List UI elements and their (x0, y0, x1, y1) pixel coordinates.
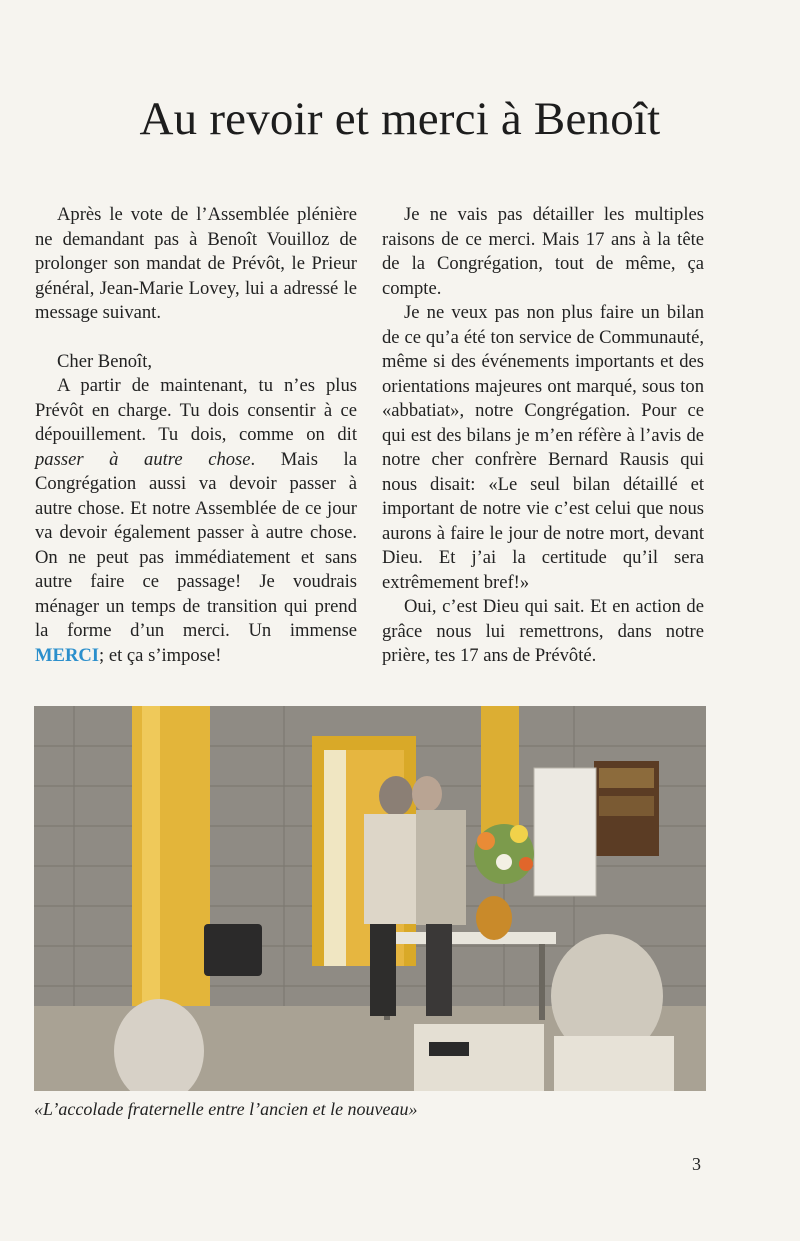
italic-phrase: passer à autre chose (35, 448, 251, 470)
letter-text-start: A partir de maintenant, tu n’es plus Prévôt en charge. Tu dois consentir à ce dépouillement. Tu dois, comme on dit (35, 375, 357, 445)
article-title: Au revoir et merci à Benoît (139, 93, 661, 145)
event-photo (34, 706, 706, 1091)
intro-paragraph: Après le vote de l’Assemblée plénière ne demandant pas à Benoît Vouilloz de prolonger son mandat de Prévôt, le Prieur général, Jean-Marie Lovey, lui a adressé le message suivant. (35, 204, 357, 323)
right-paragraph-2: Je ne veux pas non plus faire un bilan de ce qu’a été ton service de Communauté, même si des événements importants et des orientations majeures ont marqué, sous ton «abbatiat», notre Congrégation. Pour ce qui est des bilans je m’en réfère à l’avis de notre cher confrère Bernard Rausis qui nous disait: «Le seul bilan détaillé et important de notre vie c’est celui que nous aurons à faire le jour de notre mort, devant Dieu. Et j’ai la certitude qu’il sera extrêmement bref!» (382, 302, 704, 593)
letter-text-end: . Mais la Congrégation aussi va devoir passer à autre chose. Et notre Assemblée de ce jour va devoir également passer à autre chose. On ne peut pas immédiatement et sans autre faire ce passage! Je voudrais ménager un temps de transition qui prend la forme d’un merci. Un immense (35, 448, 357, 641)
salutation: Cher Benoît, (57, 350, 153, 372)
page-number: 3 (692, 1154, 701, 1174)
merci-highlight: MERCI (35, 644, 100, 666)
letter-paragraph (35, 374, 357, 668)
photo-illustration (34, 706, 706, 1091)
letter-text-tail: ; et ça s’impose! (99, 644, 222, 666)
right-paragraph-1: Je ne vais pas détailler les multiples raisons de ce merci. Mais 17 ans à la tête de la Congrégation, tout de même, ça compte. (382, 204, 704, 299)
left-column (35, 203, 357, 668)
right-column (382, 203, 704, 669)
right-paragraph-3: Oui, c’est Dieu qui sait. Et en action de grâce nous lui remettrons, dans notre prière, tes 17 ans de Prévôté. (382, 596, 704, 666)
photo-caption: «L’accolade fraternelle entre l’ancien et le nouveau» (34, 1099, 418, 1119)
